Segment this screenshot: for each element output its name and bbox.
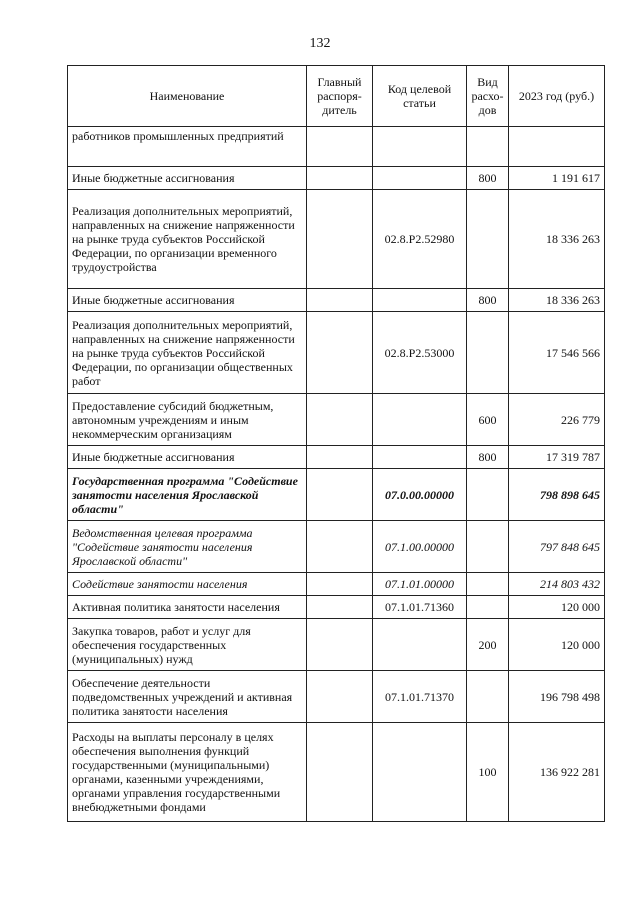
cell-name: Иные бюджетные ассигнования xyxy=(68,446,307,469)
cell-grbs xyxy=(307,521,373,573)
cell-name: Содействие занятости населения xyxy=(68,573,307,596)
cell-grbs xyxy=(307,671,373,723)
table-row xyxy=(68,312,605,394)
table-row xyxy=(68,596,605,619)
cell-vid xyxy=(467,127,509,167)
cell-grbs xyxy=(307,573,373,596)
cell-code: 07.1.01.71360 xyxy=(373,596,467,619)
cell-code: 07.1.01.00000 xyxy=(373,573,467,596)
cell-name: Обеспечение деятельности подведомственных учреждений и активная политика занятости населения xyxy=(68,671,307,723)
cell-sum: 18 336 263 xyxy=(509,190,605,289)
cell-grbs xyxy=(307,394,373,446)
cell-name: Ведомственная целевая программа "Содействие занятости населения Ярославской области" xyxy=(68,521,307,573)
cell-code xyxy=(373,619,467,671)
cell-grbs xyxy=(307,446,373,469)
cell-code xyxy=(373,167,467,190)
cell-vid: 200 xyxy=(467,619,509,671)
table-body xyxy=(68,127,605,822)
cell-grbs xyxy=(307,312,373,394)
cell-name: Расходы на выплаты персоналу в целях обеспечения выполнения функций государственными (муниципальными) органами, казенными учреждениями, органами управления государственными внебюджетными фондами xyxy=(68,723,307,822)
cell-sum: 797 848 645 xyxy=(509,521,605,573)
budget-table xyxy=(67,65,605,822)
table-row xyxy=(68,469,605,521)
cell-vid: 600 xyxy=(467,394,509,446)
cell-code: 07.1.01.71370 xyxy=(373,671,467,723)
cell-vid xyxy=(467,573,509,596)
cell-vid xyxy=(467,190,509,289)
cell-grbs xyxy=(307,469,373,521)
table-row xyxy=(68,671,605,723)
table-row xyxy=(68,394,605,446)
cell-grbs xyxy=(307,167,373,190)
cell-code xyxy=(373,446,467,469)
table-row xyxy=(68,127,605,167)
cell-sum: 120 000 xyxy=(509,596,605,619)
table-row xyxy=(68,446,605,469)
cell-code xyxy=(373,723,467,822)
header-code: Код целевой статьи xyxy=(373,66,467,127)
cell-grbs xyxy=(307,289,373,312)
cell-name: Реализация дополнительных мероприятий, направленных на снижение напряженности на рынке труда субъектов Российской Федерации, по организации общественных работ xyxy=(68,312,307,394)
header-name: Наименование xyxy=(68,66,307,127)
cell-grbs xyxy=(307,596,373,619)
cell-name: Предоставление субсидий бюджетным, автономным учреждениям и иным некоммерческим организациям xyxy=(68,394,307,446)
cell-sum: 17 546 566 xyxy=(509,312,605,394)
cell-name: Реализация дополнительных мероприятий, направленных на снижение напряженности на рынке труда субъектов Российской Федерации, по организации временного трудоустройства xyxy=(68,190,307,289)
page-number: 132 xyxy=(309,36,331,51)
cell-sum: 18 336 263 xyxy=(509,289,605,312)
cell-grbs xyxy=(307,127,373,167)
table-header-row xyxy=(68,66,605,127)
table-row xyxy=(68,167,605,190)
cell-code: 02.8.P2.52980 xyxy=(373,190,467,289)
cell-sum: 17 319 787 xyxy=(509,446,605,469)
table-row xyxy=(68,289,605,312)
header-vid: Вид расхо-дов xyxy=(467,66,509,127)
cell-name: работников промышленных предприятий xyxy=(68,127,307,167)
header-grbs: Главный распоря-дитель xyxy=(307,66,373,127)
cell-code xyxy=(373,127,467,167)
cell-vid xyxy=(467,671,509,723)
cell-vid xyxy=(467,469,509,521)
cell-vid: 100 xyxy=(467,723,509,822)
table-row xyxy=(68,573,605,596)
table-row xyxy=(68,619,605,671)
cell-vid xyxy=(467,596,509,619)
cell-grbs xyxy=(307,619,373,671)
cell-vid xyxy=(467,521,509,573)
cell-vid: 800 xyxy=(467,289,509,312)
cell-sum: 214 803 432 xyxy=(509,573,605,596)
table-row xyxy=(68,521,605,573)
cell-sum: 226 779 xyxy=(509,394,605,446)
cell-code: 07.1.00.00000 xyxy=(373,521,467,573)
cell-vid xyxy=(467,312,509,394)
cell-vid: 800 xyxy=(467,446,509,469)
cell-sum: 1 191 617 xyxy=(509,167,605,190)
table-row xyxy=(68,723,605,822)
cell-code: 07.0.00.00000 xyxy=(373,469,467,521)
cell-sum: 136 922 281 xyxy=(509,723,605,822)
cell-sum: 196 798 498 xyxy=(509,671,605,723)
cell-code xyxy=(373,394,467,446)
cell-name: Закупка товаров, работ и услуг для обеспечения государственных (муниципальных) нужд xyxy=(68,619,307,671)
cell-sum: 798 898 645 xyxy=(509,469,605,521)
cell-name: Иные бюджетные ассигнования xyxy=(68,289,307,312)
cell-code: 02.8.P2.53000 xyxy=(373,312,467,394)
cell-grbs xyxy=(307,190,373,289)
cell-sum: 120 000 xyxy=(509,619,605,671)
cell-name: Активная политика занятости населения xyxy=(68,596,307,619)
cell-sum xyxy=(509,127,605,167)
cell-name: Государственная программа "Содействие занятости населения Ярославской области" xyxy=(68,469,307,521)
table-row xyxy=(68,190,605,289)
cell-vid: 800 xyxy=(467,167,509,190)
cell-name: Иные бюджетные ассигнования xyxy=(68,167,307,190)
header-sum: 2023 год (руб.) xyxy=(509,66,605,127)
cell-grbs xyxy=(307,723,373,822)
cell-code xyxy=(373,289,467,312)
